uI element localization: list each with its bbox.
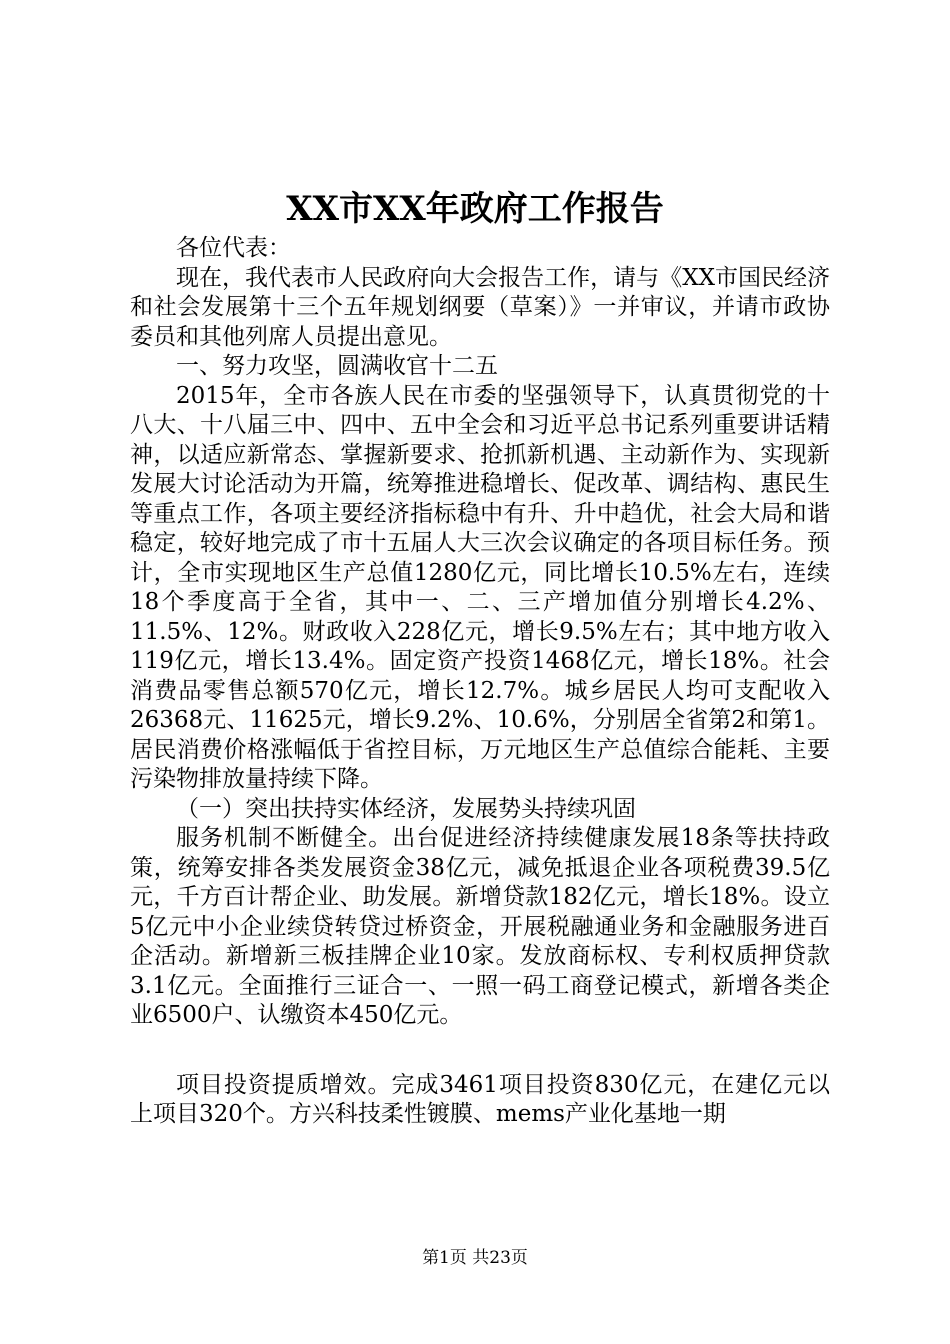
summary-paragraph: 2015年，全市各族人民在市委的坚强领导下，认真贯彻党的十八大、十八届三中、四中、五中全会和习近平总书记系列重要讲话精神，以适应新常态、掌握新要求、抢抓新机遇、主动新作为、实现新发展大讨论活动为开篇，统筹推进稳增长、促改革、调结构、惠民生等重点工作，各项主要经济指标稳中有升、升中趋优，社会大局和谐稳定，较好地完成了市十五届人大三次会议确定的各项目标任务。预计，全市实现地区生产总值1280亿元，同比增长10.5%左右，连续18个季度高于全省，其中一、二、三产增加值分别增长4.2%、11.5%、12%。财政收入228亿元，增长9.5%左右；其中地方收入119亿元，增长13.4%。固定资产投资1468亿元，增长18%。社会消费品零售总额570亿元，增长12.7%。城乡居民人均可支配收入26368元、11625元，增长9.2%、10.6%，分别居全省第2和第1。居民消费价格涨幅低于省控目标，万元地区生产总值综合能耗、主要污染物排放量持续下降。 (130, 382, 830, 792)
salutation-paragraph: 各位代表： (176, 235, 291, 261)
project-investment-paragraph: 项目投资提质增效。完成3461项目投资830亿元，在建亿元以上项目320个。方兴科技柔性镀膜、mems产业化基地一期 (130, 1071, 830, 1127)
intro-paragraph: 现在，我代表市人民政府向大会报告工作，请与《XX市国民经济和社会发展第十三个五年规划纲要（草案）》一并审议，并请市政协委员和其他列席人员提出意见。 (130, 264, 830, 350)
section-heading: 一、努力攻坚，圆满收官十二五 (176, 353, 498, 379)
subsection-heading: （一）突出扶持实体经济，发展势头持续巩固 (176, 795, 636, 822)
document-body (130, 234, 830, 1130)
service-mechanism-paragraph: 服务机制不断健全。出台促进经济持续健康发展18条等扶持政策，统筹安排各类发展资金38亿元，减免抵退企业各项税费39.5亿元，千方百计帮企业、助发展。新增贷款182亿元，增长18%。设立5亿元中小企业续贷转贷过桥资金，开展税融通业务和金融服务进百企活动。新增新三板挂牌企业10家。发放商标权、专利权质押贷款3.1亿元。全面推行三证合一、一照一码工商登记模式，新增各类企业6500户、认缴资本450亿元。 (130, 825, 830, 1028)
document-title: XX市XX年政府工作报告 (286, 189, 664, 229)
page-footer: 第1页 共23页 (422, 1248, 528, 1268)
